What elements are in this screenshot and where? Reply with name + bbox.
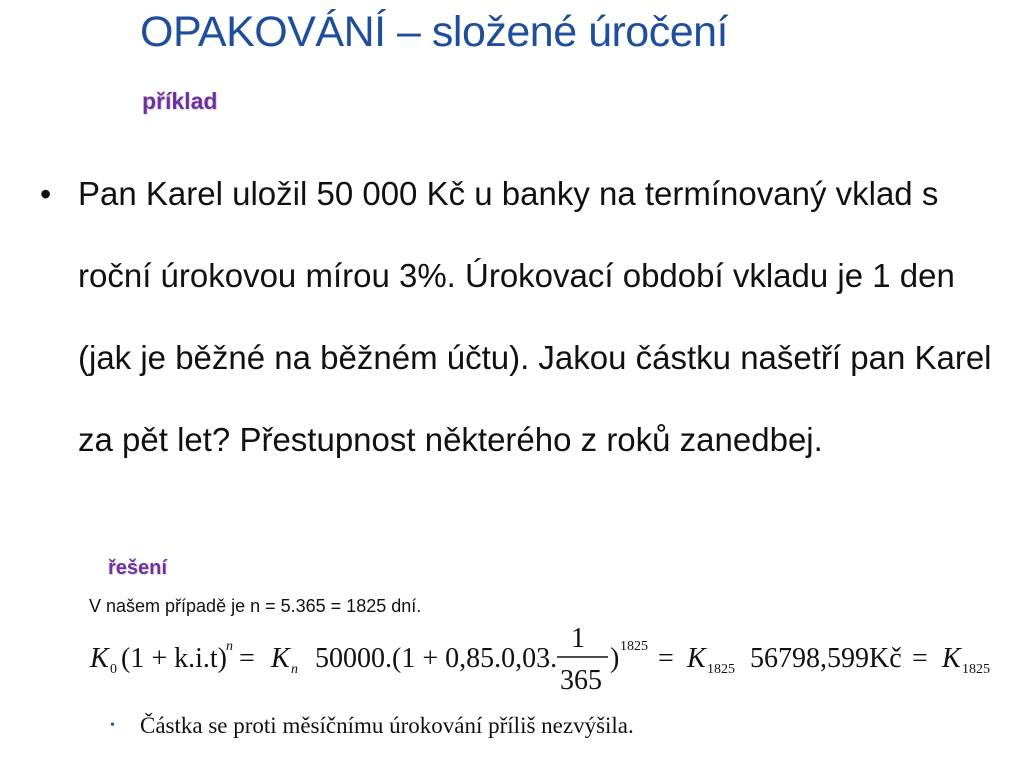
formula-exponent-n: n [226, 639, 233, 654]
formula-k0: K [90, 643, 109, 674]
formula-k1825: K [687, 643, 706, 674]
case-line: V našem případě je n = 5.365 = 1825 dní. [89, 596, 422, 616]
formula-fraction-numerator: 1 [571, 623, 585, 654]
formula-fraction-denominator: 365 [560, 665, 602, 696]
note-dot: • [110, 718, 115, 733]
slide-title: OPAKOVÁNÍ – složené úročení [140, 8, 728, 56]
note-text: Částka se proti měsíčnímu úrokování příliš nezvýšila. [140, 713, 634, 738]
formula-numeric: 50000.(1 + 0,85.0,03. [315, 643, 558, 674]
formula-kn: K [271, 643, 290, 674]
formula-final-k: K [942, 643, 961, 674]
formula-result-value: 56798,599Kč [750, 643, 902, 674]
formula-kn-sub: n [291, 662, 298, 677]
formula-result-equals: = [912, 643, 928, 674]
bullet-dot: • [40, 176, 52, 212]
formula-exponent-1825: 1825 [620, 639, 648, 654]
formula-middle: (1 + k.i.t) [121, 643, 227, 674]
formula-close-paren: ) [610, 643, 620, 674]
formula-final-k-sub: 1825 [962, 662, 990, 677]
example-subtitle: příklad [142, 88, 218, 114]
formula-numeric-equals: = [658, 643, 674, 674]
problem-text: Pan Karel uložil 50 000 Kč u banky na termínovaný vklad s roční úrokovou mírou 3%. Úrokovací období vkladu je 1 den (jak je běžné na běžném účtu). Jakou částku našetří pan Karel za pět let? Přestupnost některého z roků zanedbej. [78, 175, 992, 458]
solution-heading: řešení [108, 557, 167, 579]
formula-equals: = [239, 643, 255, 674]
formula-k0-sub: 0 [110, 662, 117, 677]
compound-interest-formula [90, 620, 1010, 700]
formula-k1825-sub: 1825 [707, 662, 735, 677]
formula-graphic [90, 620, 1010, 700]
